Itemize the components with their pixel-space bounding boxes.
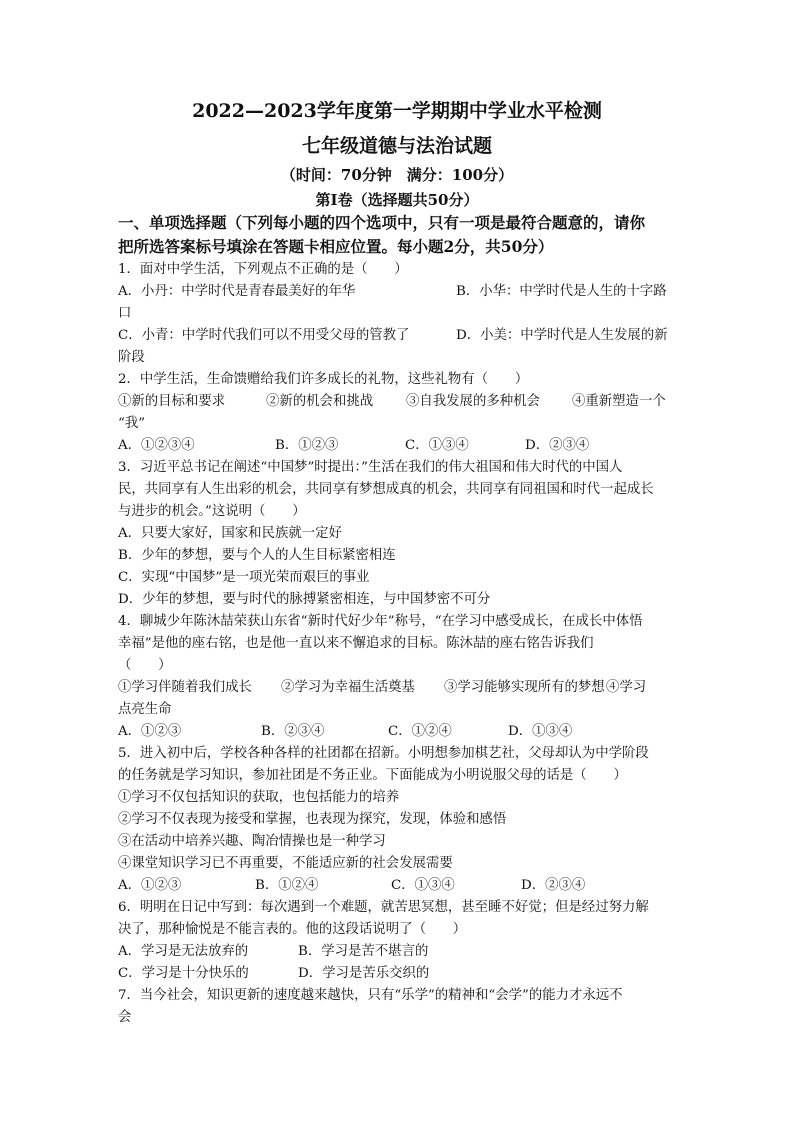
q4-item-4-cont: 点亮生命 — [118, 702, 172, 717]
q1-option-d: D．小美：中学时代是人生发展的新 — [456, 328, 668, 343]
q4-item-4: ④学习 — [606, 680, 647, 695]
q4-option-a: A．①②③ — [118, 724, 182, 739]
q6-option-c: C．学习是十分快乐的 — [118, 966, 249, 981]
q3-option-d: D．少年的梦想，要与时代的脉搏紧密相连，与中国梦密不可分 — [118, 592, 491, 607]
section-heading — [118, 211, 678, 259]
q4-option-c: C．①②④ — [388, 724, 452, 739]
q5-item-1: ①学习不仅包括知识的获取，也包括能力的培养 — [118, 790, 400, 805]
q5-stem-line2: 的任务就是学习知识，参加社团是不务正业。下面能成为小明说服父母的话是（ ） — [118, 768, 627, 783]
q5-options — [118, 875, 682, 897]
q1-option-c: C．小青：中学时代我们可以不用受父母的管教了 — [118, 328, 410, 343]
q2-item-2: ②新的机会和挑战 — [266, 394, 374, 409]
exam-subtitle: 七年级道德与法治试题 — [301, 135, 492, 157]
q3-stem-line3: 与进步的机会。”这说明（ ） — [118, 504, 306, 519]
q4-option-d: D．①③④ — [508, 724, 573, 739]
q2-item-4: ④重新塑造一个 — [572, 394, 666, 409]
q7-stem-line1: 7．当今社会，知识更新的速度越来越快，只有“乐学”的精神和“会学”的能力才永远不 — [118, 988, 623, 1003]
questions-body — [118, 259, 682, 1029]
q4-options — [118, 721, 682, 743]
q2-items — [118, 391, 682, 413]
q1-options-ab — [118, 281, 682, 303]
q1-stem: 1．面对中学生活，下列观点不正确的是（ ） — [118, 262, 408, 277]
q5-option-d: D．②③④ — [521, 878, 586, 893]
q4-stem-line3: （ ） — [118, 658, 172, 673]
q4-item-3: ③学习能够实现所有的梦想 — [444, 680, 605, 695]
q2-option-d: D．②③④ — [525, 438, 590, 453]
q4-items — [118, 677, 682, 699]
q1-option-b-cont: 口 — [118, 306, 132, 321]
q5-item-2: ②学习不仅表现为接受和掌握，也表现为探究，发现，体验和感悟 — [118, 812, 507, 827]
q3-option-c: C．实现“中国梦”是一项光荣而艰巨的事业 — [118, 570, 370, 585]
q4-option-b: B．②③④ — [261, 724, 325, 739]
q3-stem-line1: 3．习近平总书记在阐述“中国梦”时提出：”生活在我们的伟大祖国和伟大时代的中国人 — [118, 460, 623, 475]
section-heading-line1: 一、单项选择题（下列每小题的四个选项中，只有一项是最符合题意的，请你 — [118, 213, 646, 232]
q4-item-2: ②学习为幸福生活奠基 — [281, 680, 415, 695]
q6-options-cd — [118, 963, 682, 985]
q5-option-b: B．①②④ — [255, 878, 319, 893]
q2-item-3: ③自我发展的多种机会 — [406, 394, 540, 409]
q6-stem-line1: 6．明明在日记中写到：每次遇到一个难题，就苦思冥想，甚至睡不好觉；但是经过努力解 — [118, 900, 649, 915]
q2-item-1: ①新的目标和要求 — [118, 394, 226, 409]
q2-stem: 2．中学生活，生命馈赠给我们许多成长的礼物，这些礼物有（ ） — [118, 372, 529, 387]
section-heading-line2: 把所选答案标号填涂在答题卡相应位置。每小题2分，共50分） — [118, 237, 554, 256]
q1-option-d-cont: 阶段 — [118, 350, 145, 365]
q5-stem-line1: 5．进入初中后，学校各种各样的社团都在招新。小明想参加棋艺社，父母却认为中学阶段 — [118, 746, 649, 761]
q5-item-3: ③在活动中培养兴趣、陶冶情操也是一种学习 — [118, 834, 386, 849]
part-title: 第Ⅰ卷（选择题共50分） — [315, 191, 479, 209]
q1-option-a: A．小丹：中学时代是青春最美好的年华 — [118, 284, 356, 299]
q6-option-d: D．学习是苦乐交织的 — [298, 966, 430, 981]
q2-option-b: B．①②③ — [275, 438, 339, 453]
q1-option-b: B．小华：中学时代是人生的十字路 — [456, 284, 667, 299]
exam-title: 2022—2023学年度第一学期期中学业水平检测 — [192, 100, 602, 122]
q6-option-a: A．学习是无法放弃的 — [118, 944, 249, 959]
q2-option-a: A．①②③④ — [118, 438, 195, 453]
q2-item-4-cont: “我” — [118, 416, 146, 431]
q6-option-b: B．学习是苦不堪言的 — [298, 944, 429, 959]
q5-option-a: A．①②③ — [118, 878, 182, 893]
q2-options — [118, 435, 682, 457]
time-score-info: （时间：70分钟 满分：100分） — [280, 166, 514, 184]
q6-options-ab — [118, 941, 682, 963]
q3-stem-line2: 民，共同享有人生出彩的机会，共同享有梦想成真的机会，共同享有同祖国和时代一起成长 — [118, 482, 654, 497]
q7-stem-line2: 会 — [118, 1010, 132, 1025]
q2-option-c: C．①③④ — [405, 438, 469, 453]
q5-item-4: ④课堂知识学习已不再重要，不能适应新的社会发展需要 — [118, 856, 453, 871]
q4-stem-line1: 4．聊城少年陈沐喆荣获山东省“新时代好少年”称号，“在学习中感受成长，在成长中体悟 — [118, 614, 643, 629]
q4-item-1: ①学习伴随着我们成长 — [118, 680, 252, 695]
q3-option-a: A．只要大家好，国家和民族就一定好 — [118, 526, 342, 541]
q6-stem-line2: 决了，那种愉悦是不能言表的。他的这段话说明了（ ） — [118, 922, 467, 937]
q3-option-b: B．少年的梦想，要与个人的人生目标紧密相连 — [118, 548, 396, 563]
q5-option-c: C．①③④ — [391, 878, 455, 893]
q1-options-cd — [118, 325, 682, 347]
q4-stem-line2: 幸福”是他的座右铭，也是他一直以来不懈追求的目标。陈沐喆的座右铭告诉我们 — [118, 636, 594, 651]
